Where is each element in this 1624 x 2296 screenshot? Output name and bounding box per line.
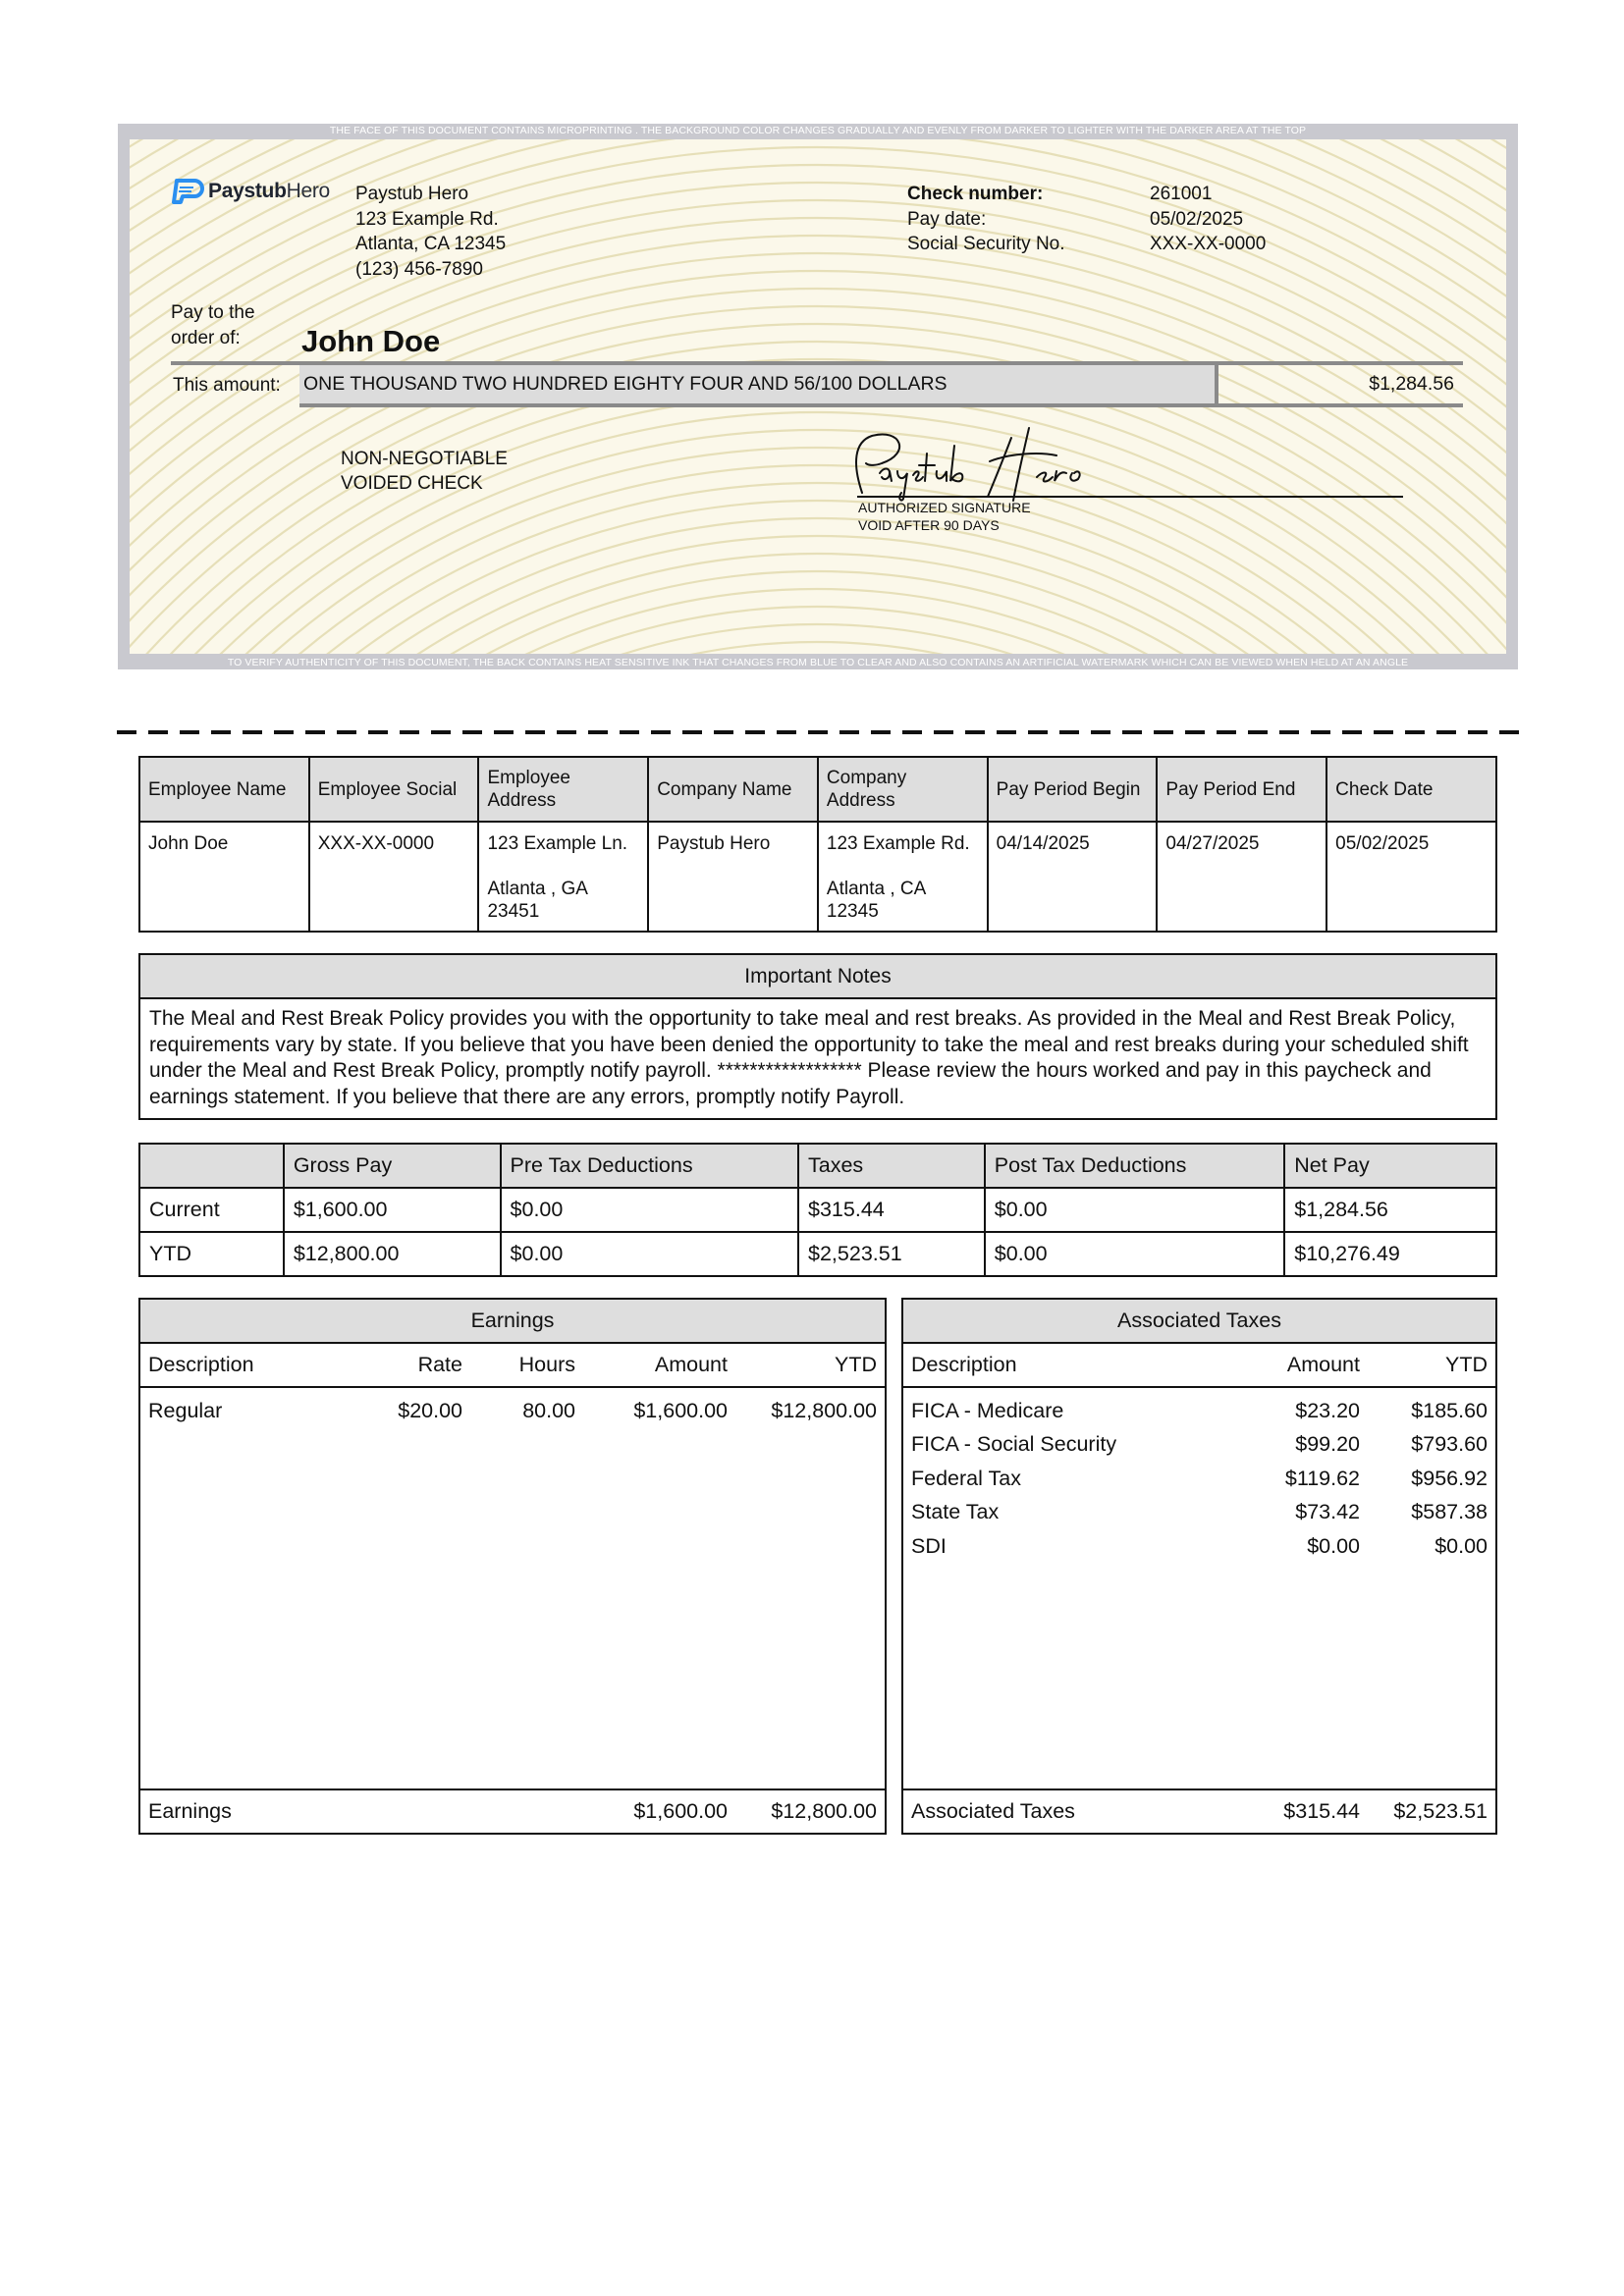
company-address xyxy=(818,822,988,932)
non-negotiable-line2: VOIDED CHECK xyxy=(341,472,483,494)
earning-rate: $20.00 xyxy=(398,1398,462,1422)
col-company-name: Company Name xyxy=(648,757,818,822)
col-pay-period-end: Pay Period End xyxy=(1157,757,1326,822)
microprint-top: THE FACE OF THIS DOCUMENT CONTAINS MICROPRINTING . THE BACKGROUND COLOR CHANGES GRADUALLY AND EVENLY FROM DARKER TO LIGHTER WITH THE DARKER AREA AT THE TOP xyxy=(329,125,1307,136)
tax-ytd: $185.60 xyxy=(1411,1398,1488,1422)
net-pay: $10,276.49 xyxy=(1284,1232,1496,1276)
microprint-bottom: TO VERIFY AUTHENTICITY OF THIS DOCUMENT, THE BACK CONTAINS HEAT SENSITIVE INK THAT CHANGES FROM BLUE TO CLEAR AND ALSO CONTAINS AN ARTIFICIAL WATERMARK WHICH CAN BE VIEWED WHEN HELD AT AN ANGLE xyxy=(227,657,1409,668)
signature-labels xyxy=(858,499,1031,534)
amount-rule xyxy=(299,403,1463,407)
taxes-total-row xyxy=(903,1789,1495,1833)
authorized-signature-label: AUTHORIZED SIGNATURE xyxy=(858,500,1031,515)
earnings-title: Earnings xyxy=(140,1300,885,1344)
company-address-line1: 123 Example Rd. xyxy=(355,208,499,230)
signature-icon xyxy=(833,424,1127,503)
company-address-line2: Atlanta, CA 12345 xyxy=(355,234,507,254)
earning-ytd: $12,800.00 xyxy=(771,1398,877,1422)
employee-address-line3: 23451 xyxy=(487,901,540,922)
payee-name: John Doe xyxy=(301,324,441,358)
company-address-line2: Atlanta , CA xyxy=(826,879,927,899)
company-phone: (123) 456-7890 xyxy=(355,258,483,280)
col-gross-pay: Gross Pay xyxy=(284,1144,501,1188)
table-row xyxy=(911,1428,1488,1463)
table-row xyxy=(911,1529,1488,1564)
taxes-total-amount: $315.44 xyxy=(1283,1799,1360,1823)
col-description: Description xyxy=(148,1353,254,1376)
tear-line-separator xyxy=(117,730,1521,734)
col-post-tax-deductions: Post Tax Deductions xyxy=(985,1144,1284,1188)
pre-tax-deductions: $0.00 xyxy=(501,1188,798,1232)
tax-ytd: $956.92 xyxy=(1411,1466,1488,1490)
company-name: Paystub Hero xyxy=(355,184,469,204)
gross-pay: $12,800.00 xyxy=(284,1232,501,1276)
row-label: Current xyxy=(139,1188,284,1232)
row-label: YTD xyxy=(139,1232,284,1276)
col-net-pay: Net Pay xyxy=(1284,1144,1496,1188)
table-row xyxy=(148,1394,877,1428)
table-row xyxy=(911,1462,1488,1496)
col-pre-tax-deductions: Pre Tax Deductions xyxy=(501,1144,798,1188)
tax-description: Federal Tax xyxy=(911,1466,1021,1490)
earnings-table xyxy=(138,1298,887,1835)
tax-description: State Tax xyxy=(911,1500,1000,1524)
important-notes-title: Important Notes xyxy=(140,955,1495,999)
col-employee-social: Employee Social xyxy=(309,757,479,822)
company-name-cell: Paystub Hero xyxy=(648,822,818,932)
associated-taxes-table xyxy=(901,1298,1497,1835)
employee-social: XXX-XX-0000 xyxy=(309,822,479,932)
amount-in-words: ONE THOUSAND TWO HUNDRED EIGHTY FOUR AND 56/100 DOLLARS xyxy=(299,365,1218,403)
employee-address-line1: 123 Example Ln. xyxy=(487,833,628,854)
check-number-label: Check number: xyxy=(907,184,1044,204)
col-pay-period-begin: Pay Period Begin xyxy=(988,757,1158,822)
table-row xyxy=(911,1394,1488,1428)
earnings-total-ytd: $12,800.00 xyxy=(771,1799,877,1823)
col-check-date: Check Date xyxy=(1326,757,1496,822)
tax-amount: $119.62 xyxy=(1284,1466,1360,1490)
col-hours: Hours xyxy=(518,1353,575,1376)
employee-info-table xyxy=(138,756,1497,933)
company-address-line3: 12345 xyxy=(826,901,879,922)
company-logo xyxy=(171,179,330,204)
pay-date-label: Pay date: xyxy=(907,208,987,230)
post-tax-deductions: $0.00 xyxy=(985,1232,1284,1276)
company-address-block xyxy=(355,182,506,282)
col-blank xyxy=(139,1144,284,1188)
col-description: Description xyxy=(911,1353,1017,1376)
tax-description: SDI xyxy=(911,1533,947,1558)
taxes-total-ytd: $2,523.51 xyxy=(1393,1799,1488,1823)
taxes: $2,523.51 xyxy=(798,1232,985,1276)
amount-label: This amount: xyxy=(173,375,281,396)
tax-amount: $0.00 xyxy=(1307,1533,1360,1558)
ssn: XXX-XX-0000 xyxy=(1150,234,1267,254)
earning-description: Regular xyxy=(148,1398,223,1422)
non-negotiable-notice xyxy=(341,448,508,496)
earnings-total-amount: $1,600.00 xyxy=(633,1799,728,1823)
table-row xyxy=(911,1496,1488,1530)
logo-text-light: Hero xyxy=(286,180,330,202)
col-ytd: YTD xyxy=(835,1353,877,1376)
pre-tax-deductions: $0.00 xyxy=(501,1232,798,1276)
col-employee-name: Employee Name xyxy=(139,757,309,822)
tax-description: FICA - Medicare xyxy=(911,1398,1064,1422)
pay-to-label-line1: Pay to the xyxy=(171,302,255,323)
table-header-row xyxy=(140,1344,885,1388)
check-date: 05/02/2025 xyxy=(1326,822,1496,932)
col-employee-address: Employee Address xyxy=(478,757,648,822)
col-amount: Amount xyxy=(1286,1353,1360,1376)
col-amount: Amount xyxy=(654,1353,728,1376)
pay-period-begin: 04/14/2025 xyxy=(988,822,1158,932)
gross-pay: $1,600.00 xyxy=(284,1188,501,1232)
earnings-total-label: Earnings xyxy=(148,1799,232,1823)
check-number: 261001 xyxy=(1150,184,1213,204)
void-after-label: VOID AFTER 90 DAYS xyxy=(858,517,1000,533)
employee-name: John Doe xyxy=(139,822,309,932)
col-ytd: YTD xyxy=(1445,1353,1488,1376)
paystubhero-logo-icon xyxy=(171,179,204,204)
col-rate: Rate xyxy=(417,1353,462,1376)
signature-line xyxy=(857,496,1403,498)
logo-text-bold: Paystub xyxy=(208,180,287,202)
pay-to-label-line2: order of: xyxy=(171,328,241,348)
employee-address-line2: Atlanta , GA xyxy=(487,879,588,899)
table-header-row xyxy=(139,757,1496,822)
table-header-row xyxy=(139,1144,1496,1188)
tax-description: FICA - Social Security xyxy=(911,1432,1117,1457)
tax-amount: $73.42 xyxy=(1295,1500,1360,1524)
earning-hours: 80.00 xyxy=(522,1398,575,1422)
tax-ytd: $587.38 xyxy=(1411,1500,1488,1524)
table-row xyxy=(139,822,1496,932)
table-header-row xyxy=(903,1344,1495,1388)
post-tax-deductions: $0.00 xyxy=(985,1188,1284,1232)
important-notes xyxy=(138,953,1497,1120)
non-negotiable-line1: NON-NEGOTIABLE xyxy=(341,449,508,469)
tax-ytd: $793.60 xyxy=(1411,1432,1488,1457)
employee-address xyxy=(478,822,648,932)
company-address-line1: 123 Example Rd. xyxy=(826,833,970,854)
col-company-address: Company Address xyxy=(818,757,988,822)
net-pay: $1,284.56 xyxy=(1284,1188,1496,1232)
earnings-total-row xyxy=(140,1789,885,1833)
table-row xyxy=(139,1232,1496,1276)
check-info-block xyxy=(907,182,1266,257)
taxes-total-label: Associated Taxes xyxy=(911,1799,1075,1823)
pay-period-end: 04/27/2025 xyxy=(1157,822,1326,932)
tax-amount: $23.20 xyxy=(1295,1398,1360,1422)
taxes-title: Associated Taxes xyxy=(903,1300,1495,1344)
amount-numeric: $1,284.56 xyxy=(1369,373,1454,395)
taxes: $315.44 xyxy=(798,1188,985,1232)
tax-amount: $99.20 xyxy=(1295,1432,1360,1457)
earning-amount: $1,600.00 xyxy=(633,1398,728,1422)
ssn-label: Social Security No. xyxy=(907,234,1065,254)
tax-ytd: $0.00 xyxy=(1435,1533,1488,1558)
table-row xyxy=(139,1188,1496,1232)
important-notes-body: The Meal and Rest Break Policy provides you with the opportunity to take meal and rest breaks. As provided in the Meal and Rest Break Policy, requirements vary by state. If you believe that you have been denied the opportunity to take the meal and rest breaks during your scheduled shift under the Meal and Rest Break Policy, promptly notify payroll. ****************** Please review the hours worked and pay in this paycheck and earnings statement. If you believe that there are any errors, promptly notify Payroll. xyxy=(149,1007,1469,1108)
pay-date: 05/02/2025 xyxy=(1150,208,1244,230)
pay-summary-table xyxy=(138,1143,1497,1277)
col-taxes: Taxes xyxy=(798,1144,985,1188)
pay-to-label xyxy=(171,300,255,351)
